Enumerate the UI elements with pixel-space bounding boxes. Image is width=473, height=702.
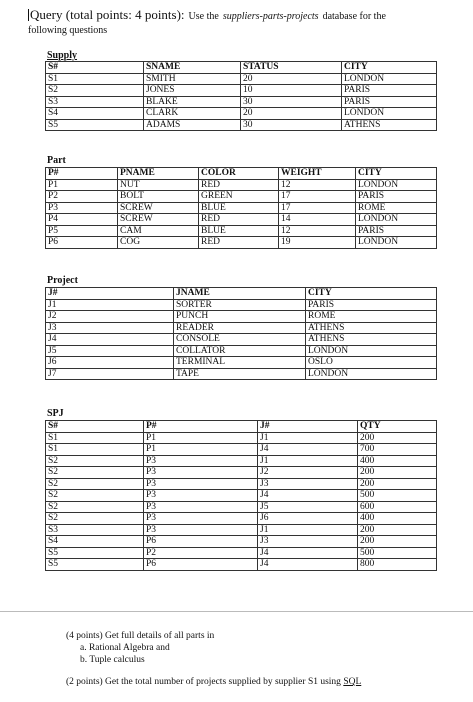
part-column-header: P# <box>46 168 118 180</box>
table-row <box>46 322 437 334</box>
supply-cell: S5 <box>46 119 144 131</box>
supply-column-header: CITY <box>342 62 437 74</box>
spj-cell: P1 <box>144 444 258 456</box>
project-cell: ROME <box>306 311 437 323</box>
table-row <box>46 536 437 548</box>
part-cell: BLUE <box>199 225 279 237</box>
question-1a: a. Rational Algebra and <box>80 643 170 653</box>
table-row <box>46 179 437 191</box>
part-cell: PARIS <box>356 191 437 203</box>
spj-column-header: QTY <box>358 421 437 433</box>
table-row <box>46 85 437 97</box>
table-row <box>46 357 437 369</box>
spj-column-header: P# <box>144 421 258 433</box>
part-cell: CAM <box>118 225 199 237</box>
project-cell: COLLATOR <box>174 345 306 357</box>
part-table <box>45 167 437 249</box>
spj-cell: J5 <box>258 501 358 513</box>
spj-cell: J3 <box>258 478 358 490</box>
question-1: (4 points) Get full details of all parts in <box>66 631 215 641</box>
project-column-header: CITY <box>306 288 437 300</box>
project-cell: ATHENS <box>306 334 437 346</box>
spj-cell: S1 <box>46 432 144 444</box>
table-row <box>46 524 437 536</box>
project-cell: LONDON <box>306 345 437 357</box>
supply-label: Supply <box>47 50 78 61</box>
table-row <box>46 96 437 108</box>
spj-column-header: J# <box>258 421 358 433</box>
spj-cell: P3 <box>144 455 258 467</box>
part-cell: SCREW <box>118 214 199 226</box>
part-column-header: CITY <box>356 168 437 180</box>
table-row <box>46 311 437 323</box>
supply-header-row <box>46 62 437 74</box>
table-row <box>46 368 437 380</box>
supply-cell: S3 <box>46 96 144 108</box>
spj-header-row <box>46 421 437 433</box>
table-row <box>46 237 437 249</box>
supply-cell: 20 <box>241 73 342 85</box>
question-2-text: (2 points) Get the total number of projects supplied by supplier S1 using <box>66 677 341 687</box>
table-row <box>46 334 437 346</box>
project-table <box>45 287 437 380</box>
part-cell: LONDON <box>356 214 437 226</box>
part-header-row <box>46 168 437 180</box>
project-cell: J7 <box>46 368 174 380</box>
supply-cell: CLARK <box>144 108 241 120</box>
part-cell: LONDON <box>356 237 437 249</box>
supply-cell: PARIS <box>342 96 437 108</box>
heading-title: Query (total points: 4 points): <box>30 7 185 22</box>
spj-label: SPJ <box>47 408 64 419</box>
spj-cell: P3 <box>144 478 258 490</box>
supply-cell: S2 <box>46 85 144 97</box>
table-row <box>46 513 437 525</box>
spj-cell: P3 <box>144 524 258 536</box>
part-cell: P1 <box>46 179 118 191</box>
spj-cell: P3 <box>144 490 258 502</box>
project-cell: SORTER <box>174 299 306 311</box>
part-cell: 12 <box>279 179 356 191</box>
spj-cell: 500 <box>358 547 437 559</box>
spj-cell: J4 <box>258 490 358 502</box>
part-cell: BLUE <box>199 202 279 214</box>
table-row <box>46 108 437 120</box>
spj-cell: S2 <box>46 490 144 502</box>
supply-column-header: STATUS <box>241 62 342 74</box>
part-cell: 17 <box>279 202 356 214</box>
spj-cell: J3 <box>258 536 358 548</box>
spj-cell: S5 <box>46 547 144 559</box>
project-cell: J2 <box>46 311 174 323</box>
spj-cell: S2 <box>46 513 144 525</box>
project-column-header: JNAME <box>174 288 306 300</box>
part-cell: 14 <box>279 214 356 226</box>
part-cell: ROME <box>356 202 437 214</box>
project-cell: J5 <box>46 345 174 357</box>
part-cell: BOLT <box>118 191 199 203</box>
spj-cell: S5 <box>46 559 144 571</box>
heading-intro: Use the <box>188 11 219 22</box>
part-cell: 17 <box>279 191 356 203</box>
part-cell: RED <box>199 237 279 249</box>
part-cell: GREEN <box>199 191 279 203</box>
table-row <box>46 547 437 559</box>
spj-cell: 600 <box>358 501 437 513</box>
table-row <box>46 345 437 357</box>
heading-line2: following questions <box>28 25 108 36</box>
part-cell: RED <box>199 179 279 191</box>
spj-cell: S2 <box>46 455 144 467</box>
question-1b: b. Tuple calculus <box>80 655 145 665</box>
part-cell: LONDON <box>356 179 437 191</box>
spj-cell: S2 <box>46 467 144 479</box>
spj-cell: P1 <box>144 432 258 444</box>
spj-cell: S1 <box>46 444 144 456</box>
spj-cell: 200 <box>358 467 437 479</box>
part-label: Part <box>47 155 66 166</box>
project-cell: CONSOLE <box>174 334 306 346</box>
project-cell: READER <box>174 322 306 334</box>
part-cell: P3 <box>46 202 118 214</box>
part-column-header: WEIGHT <box>279 168 356 180</box>
supply-cell: 10 <box>241 85 342 97</box>
table-row <box>46 73 437 85</box>
table-row <box>46 119 437 131</box>
spj-cell: J4 <box>258 444 358 456</box>
project-cell: J6 <box>46 357 174 369</box>
heading-db-name: suppliers-parts-projects <box>222 11 319 22</box>
table-row <box>46 214 437 226</box>
spj-cell: J4 <box>258 547 358 559</box>
question-2 <box>66 676 466 688</box>
table-row <box>46 444 437 456</box>
table-row <box>46 455 437 467</box>
project-cell: LONDON <box>306 368 437 380</box>
table-row <box>46 559 437 571</box>
table-row <box>46 467 437 479</box>
spj-cell: S2 <box>46 501 144 513</box>
part-cell: 12 <box>279 225 356 237</box>
heading-tail: database for the <box>322 11 386 22</box>
part-cell: P6 <box>46 237 118 249</box>
spj-cell: J2 <box>258 467 358 479</box>
part-cell: PARIS <box>356 225 437 237</box>
spj-cell: P3 <box>144 467 258 479</box>
supply-table <box>45 61 437 131</box>
project-column-header: J# <box>46 288 174 300</box>
supply-cell: BLAKE <box>144 96 241 108</box>
project-cell: TAPE <box>174 368 306 380</box>
supply-cell: S4 <box>46 108 144 120</box>
question-heading <box>28 8 468 38</box>
part-cell: P2 <box>46 191 118 203</box>
spj-cell: 200 <box>358 524 437 536</box>
project-header-row <box>46 288 437 300</box>
spj-cell: P6 <box>144 536 258 548</box>
supply-cell: 20 <box>241 108 342 120</box>
spj-cell: 200 <box>358 478 437 490</box>
page-divider <box>0 611 473 612</box>
text-cursor <box>28 9 29 21</box>
supply-cell: JONES <box>144 85 241 97</box>
project-label: Project <box>47 275 78 286</box>
spj-cell: 800 <box>358 559 437 571</box>
spj-cell: J1 <box>258 432 358 444</box>
spj-cell: J4 <box>258 559 358 571</box>
supply-column-header: SNAME <box>144 62 241 74</box>
spj-cell: P2 <box>144 547 258 559</box>
table-row <box>46 501 437 513</box>
spj-cell: 400 <box>358 455 437 467</box>
supply-cell: S1 <box>46 73 144 85</box>
spj-cell: 200 <box>358 536 437 548</box>
supply-cell: ADAMS <box>144 119 241 131</box>
supply-cell: PARIS <box>342 85 437 97</box>
project-cell: ATHENS <box>306 322 437 334</box>
project-cell: J3 <box>46 322 174 334</box>
sql-link[interactable]: SQL <box>343 677 362 687</box>
spj-cell: J1 <box>258 524 358 536</box>
table-row <box>46 490 437 502</box>
supply-column-header: S# <box>46 62 144 74</box>
spj-cell: 200 <box>358 432 437 444</box>
table-row <box>46 191 437 203</box>
spj-cell: 700 <box>358 444 437 456</box>
project-cell: J1 <box>46 299 174 311</box>
table-row <box>46 202 437 214</box>
supply-cell: 30 <box>241 96 342 108</box>
table-row <box>46 299 437 311</box>
project-cell: OSLO <box>306 357 437 369</box>
supply-cell: LONDON <box>342 73 437 85</box>
supply-cell: 30 <box>241 119 342 131</box>
questions-block <box>66 630 466 688</box>
part-column-header: PNAME <box>118 168 199 180</box>
spj-cell: P3 <box>144 513 258 525</box>
spj-cell: S3 <box>46 524 144 536</box>
spj-cell: P6 <box>144 559 258 571</box>
part-cell: SCREW <box>118 202 199 214</box>
spj-cell: J6 <box>258 513 358 525</box>
part-cell: RED <box>199 214 279 226</box>
spj-cell: J1 <box>258 455 358 467</box>
project-cell: PUNCH <box>174 311 306 323</box>
project-cell: TERMINAL <box>174 357 306 369</box>
table-row <box>46 478 437 490</box>
part-cell: COG <box>118 237 199 249</box>
part-column-header: COLOR <box>199 168 279 180</box>
table-row <box>46 432 437 444</box>
spj-cell: 500 <box>358 490 437 502</box>
project-cell: J4 <box>46 334 174 346</box>
spj-table <box>45 420 437 571</box>
project-cell: PARIS <box>306 299 437 311</box>
supply-cell: SMITH <box>144 73 241 85</box>
spj-column-header: S# <box>46 421 144 433</box>
part-cell: P4 <box>46 214 118 226</box>
supply-cell: LONDON <box>342 108 437 120</box>
table-row <box>46 225 437 237</box>
part-cell: 19 <box>279 237 356 249</box>
spj-cell: P3 <box>144 501 258 513</box>
spj-cell: S2 <box>46 478 144 490</box>
spj-cell: S4 <box>46 536 144 548</box>
part-cell: P5 <box>46 225 118 237</box>
part-cell: NUT <box>118 179 199 191</box>
spj-cell: 400 <box>358 513 437 525</box>
supply-cell: ATHENS <box>342 119 437 131</box>
